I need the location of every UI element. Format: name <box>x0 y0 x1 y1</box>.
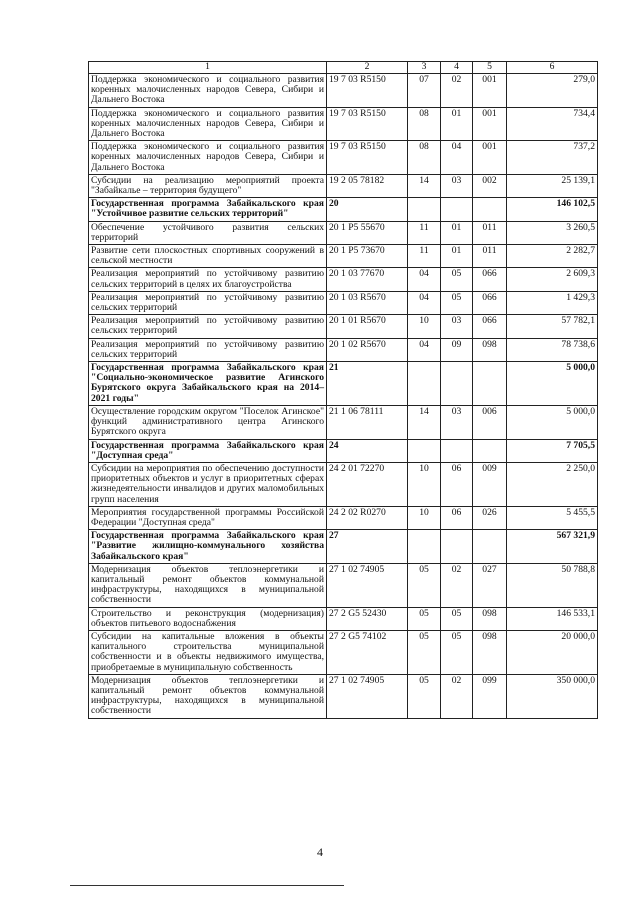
table-row <box>89 268 598 291</box>
table-row <box>89 506 598 529</box>
cell-c3: 08 <box>408 107 441 141</box>
cell-name: Реализация мероприятий по устойчивому развитию сельских территорий <box>89 315 327 338</box>
table-row <box>89 630 598 674</box>
cell-code: 20 <box>327 198 408 221</box>
cell-c3: 14 <box>408 174 441 197</box>
cell-code: 27 1 02 74905 <box>327 563 408 607</box>
cell-code: 27 1 02 74905 <box>327 674 408 718</box>
col-header: 1 <box>89 62 327 74</box>
table-row <box>89 405 598 439</box>
cell-name: Субсидии на капитальные вложения в объекты капитального строительства муниципальной собственности и в объекты недвижимого имущества, приобретаемые в муниципальную собственность <box>89 630 327 674</box>
cell-c3: 11 <box>408 221 441 244</box>
cell-amount: 5 000,0 <box>507 362 598 406</box>
cell-code: 21 <box>327 362 408 406</box>
cell-c4: 03 <box>441 174 473 197</box>
cell-c4: 09 <box>441 338 473 361</box>
cell-c3: 10 <box>408 506 441 529</box>
cell-c3: 04 <box>408 338 441 361</box>
cell-name: Строительство и реконструкция (модернизация) объектов питьевого водоснабжения <box>89 607 327 630</box>
footer-divider <box>70 885 344 886</box>
cell-amount: 2 282,7 <box>507 245 598 268</box>
cell-amount: 78 738,6 <box>507 338 598 361</box>
cell-c3: 05 <box>408 563 441 607</box>
cell-c4: 05 <box>441 630 473 674</box>
cell-c5: 011 <box>473 245 507 268</box>
cell-c4: 01 <box>441 245 473 268</box>
cell-c5 <box>473 530 507 564</box>
cell-c3: 04 <box>408 268 441 291</box>
cell-name: Субсидии на реализацию мероприятий проекта "Забайкалье – территория будущего" <box>89 174 327 197</box>
cell-name: Поддержка экономического и социального развития коренных малочисленных народов Севера, Сибири и Дальнего Востока <box>89 107 327 141</box>
table-row <box>89 245 598 268</box>
cell-amount: 1 429,3 <box>507 291 598 314</box>
cell-c5: 002 <box>473 174 507 197</box>
cell-c4: 05 <box>441 607 473 630</box>
cell-c4: 05 <box>441 268 473 291</box>
cell-c5: 001 <box>473 141 507 175</box>
program-row <box>89 362 598 406</box>
table-row <box>89 315 598 338</box>
cell-name: Государственная программа Забайкальского края "Доступная среда" <box>89 439 327 462</box>
cell-c3 <box>408 439 441 462</box>
cell-c4: 03 <box>441 405 473 439</box>
cell-c3 <box>408 530 441 564</box>
cell-c5: 098 <box>473 338 507 361</box>
cell-code: 24 2 02 R0270 <box>327 506 408 529</box>
cell-c3: 05 <box>408 607 441 630</box>
cell-c4: 04 <box>441 141 473 175</box>
cell-code: 20 1 01 R5670 <box>327 315 408 338</box>
cell-name: Развитие сети плоскостных спортивных сооружений в сельской местности <box>89 245 327 268</box>
cell-c4 <box>441 362 473 406</box>
cell-code: 20 1 P5 73670 <box>327 245 408 268</box>
cell-amount: 50 788,8 <box>507 563 598 607</box>
cell-code: 19 7 03 R5150 <box>327 74 408 108</box>
col-header: 4 <box>441 62 473 74</box>
table-row <box>89 291 598 314</box>
cell-c5: 006 <box>473 405 507 439</box>
table-row <box>89 107 598 141</box>
cell-c5 <box>473 362 507 406</box>
cell-amount: 20 000,0 <box>507 630 598 674</box>
cell-amount: 3 260,5 <box>507 221 598 244</box>
cell-name: Поддержка экономического и социального развития коренных малочисленных народов Севера, Сибири и Дальнего Востока <box>89 141 327 175</box>
cell-amount: 737,2 <box>507 141 598 175</box>
cell-code: 27 2 G5 52430 <box>327 607 408 630</box>
cell-c4 <box>441 530 473 564</box>
cell-c3 <box>408 198 441 221</box>
program-row <box>89 439 598 462</box>
cell-code: 20 1 03 77670 <box>327 268 408 291</box>
cell-amount: 7 705,5 <box>507 439 598 462</box>
cell-amount: 2 609,3 <box>507 268 598 291</box>
cell-name: Модернизация объектов теплоэнергетики и капитальный ремонт объектов коммунальной инфраструктуры, находящихся в муниципальной собственности <box>89 563 327 607</box>
table-row <box>89 174 598 197</box>
cell-code: 24 <box>327 439 408 462</box>
cell-c3: 10 <box>408 462 441 506</box>
program-row <box>89 530 598 564</box>
cell-c4 <box>441 198 473 221</box>
cell-code: 19 7 03 R5150 <box>327 107 408 141</box>
cell-amount: 146 533,1 <box>507 607 598 630</box>
cell-c3: 14 <box>408 405 441 439</box>
cell-name: Государственная программа Забайкальского края "Устойчивое развитие сельских территорий" <box>89 198 327 221</box>
table-body <box>89 74 598 719</box>
cell-c4: 02 <box>441 74 473 108</box>
col-header: 6 <box>507 62 598 74</box>
cell-name: Государственная программа Забайкальского края "Развитие жилищно-коммунального хозяйства Забайкальского края" <box>89 530 327 564</box>
cell-code: 20 1 02 R5670 <box>327 338 408 361</box>
cell-amount: 279,0 <box>507 74 598 108</box>
budget-table <box>88 61 598 719</box>
cell-c5: 066 <box>473 291 507 314</box>
cell-c3: 04 <box>408 291 441 314</box>
cell-amount: 25 139,1 <box>507 174 598 197</box>
cell-name: Реализация мероприятий по устойчивому развитию сельских территорий <box>89 338 327 361</box>
cell-c5: 001 <box>473 107 507 141</box>
cell-c5: 098 <box>473 607 507 630</box>
cell-c5: 027 <box>473 563 507 607</box>
cell-c4: 06 <box>441 506 473 529</box>
table-row <box>89 674 598 718</box>
table-row <box>89 74 598 108</box>
cell-code: 21 1 06 78111 <box>327 405 408 439</box>
cell-amount: 5 000,0 <box>507 405 598 439</box>
cell-amount: 567 321,9 <box>507 530 598 564</box>
cell-c4: 06 <box>441 462 473 506</box>
cell-c3: 05 <box>408 630 441 674</box>
page-number: 4 <box>317 845 323 859</box>
cell-code: 20 1 03 R5670 <box>327 291 408 314</box>
cell-c5 <box>473 198 507 221</box>
cell-amount: 5 455,5 <box>507 506 598 529</box>
col-header: 5 <box>473 62 507 74</box>
cell-name: Мероприятия государственной программы Российской Федерации "Доступная среда" <box>89 506 327 529</box>
cell-c4: 01 <box>441 107 473 141</box>
cell-name: Субсидии на мероприятия по обеспечению доступности приоритетных объектов и услуг в приоритетных сферах жизнедеятельности инвалидов и других маломобильных групп населения <box>89 462 327 506</box>
cell-name: Реализация мероприятий по устойчивому развитию сельских территорий в целях их благоустройства <box>89 268 327 291</box>
cell-name: Государственная программа Забайкальского края "Социально-экономическое развитие Агинского Бурятского округа Забайкальского края на 2014–2021 годы" <box>89 362 327 406</box>
cell-code: 24 2 01 72270 <box>327 462 408 506</box>
cell-c5: 001 <box>473 74 507 108</box>
cell-code: 19 7 03 R5150 <box>327 141 408 175</box>
cell-amount: 734,4 <box>507 107 598 141</box>
cell-c4: 02 <box>441 563 473 607</box>
cell-c4: 01 <box>441 221 473 244</box>
col-header: 2 <box>327 62 408 74</box>
cell-name: Модернизация объектов теплоэнергетики и капитальный ремонт объектов коммунальной инфраструктуры, находящихся в муниципальной собственности <box>89 674 327 718</box>
cell-c3: 08 <box>408 141 441 175</box>
cell-c3: 10 <box>408 315 441 338</box>
cell-c5: 009 <box>473 462 507 506</box>
cell-c5: 066 <box>473 268 507 291</box>
table-row <box>89 563 598 607</box>
cell-code: 27 <box>327 530 408 564</box>
table-row <box>89 462 598 506</box>
cell-c4: 05 <box>441 291 473 314</box>
table-row <box>89 338 598 361</box>
col-header: 3 <box>408 62 441 74</box>
cell-c5: 098 <box>473 630 507 674</box>
cell-name: Реализация мероприятий по устойчивому развитию сельских территорий <box>89 291 327 314</box>
cell-name: Обеспечение устойчивого развития сельских территорий <box>89 221 327 244</box>
cell-amount: 350 000,0 <box>507 674 598 718</box>
cell-c5: 066 <box>473 315 507 338</box>
table-row <box>89 607 598 630</box>
cell-code: 27 2 G5 74102 <box>327 630 408 674</box>
cell-c3: 05 <box>408 674 441 718</box>
cell-name: Осуществление городским округом "Поселок Агинское" функций административного центра Агинского Бурятского округа <box>89 405 327 439</box>
cell-amount: 146 102,5 <box>507 198 598 221</box>
cell-c3: 07 <box>408 74 441 108</box>
cell-c4 <box>441 439 473 462</box>
cell-c4: 03 <box>441 315 473 338</box>
table-row <box>89 141 598 175</box>
cell-c5: 026 <box>473 506 507 529</box>
cell-amount: 2 250,0 <box>507 462 598 506</box>
header-row <box>89 62 598 74</box>
cell-name: Поддержка экономического и социального развития коренных малочисленных народов Севера, Сибири и Дальнего Востока <box>89 74 327 108</box>
cell-c4: 02 <box>441 674 473 718</box>
cell-c3: 11 <box>408 245 441 268</box>
cell-c5: 099 <box>473 674 507 718</box>
cell-code: 20 1 P5 55670 <box>327 221 408 244</box>
cell-c5: 011 <box>473 221 507 244</box>
cell-amount: 57 782,1 <box>507 315 598 338</box>
table-row <box>89 221 598 244</box>
cell-c5 <box>473 439 507 462</box>
cell-c3 <box>408 362 441 406</box>
program-row <box>89 198 598 221</box>
cell-code: 19 2 05 78182 <box>327 174 408 197</box>
